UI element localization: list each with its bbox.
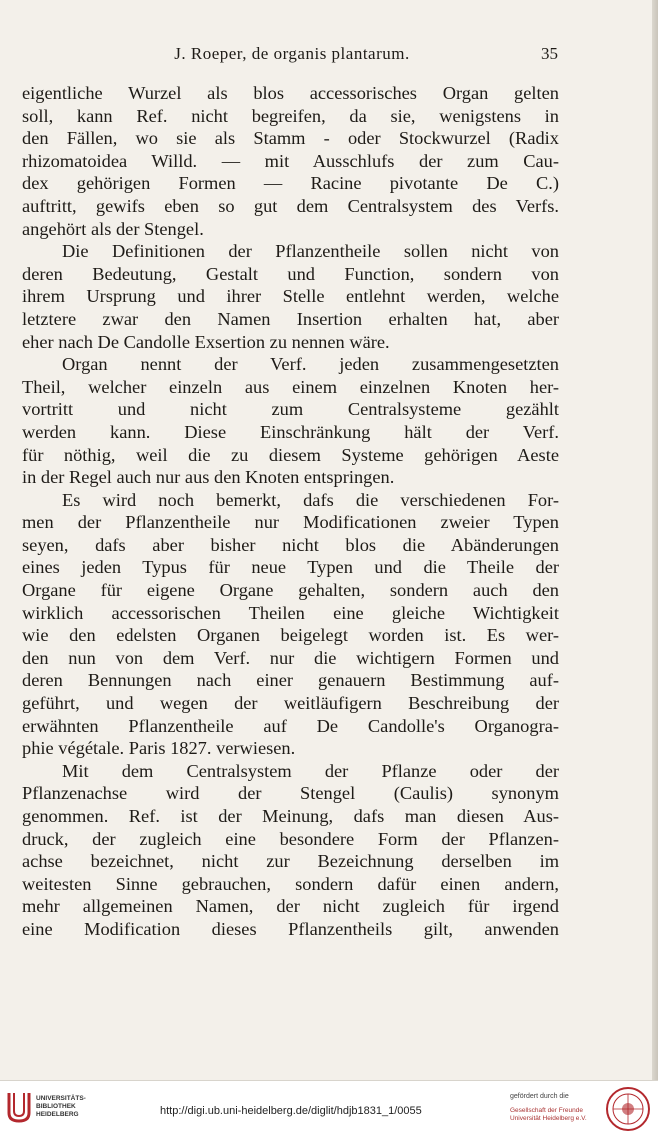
text-line: Die Definitionen der Pflanzentheile sollen nicht von xyxy=(62,241,559,262)
text-line: deren Bedeutung, Gestalt und Function, sondern von xyxy=(22,263,559,284)
text-line: erwähnten Pflanzentheile auf De Candolle's Organogra- xyxy=(22,715,559,736)
text-line: Organ nennt der Verf. jeden zusammengesetzten xyxy=(62,354,559,375)
text-line: dex gehörigen Formen — Racine pivotante De C.) xyxy=(22,173,559,194)
text-line: druck, der zugleich eine besondere Form der Pflanzen- xyxy=(22,828,559,849)
text-line: Mit dem Centralsystem der Pflanze oder der xyxy=(62,760,559,781)
text-line: weitesten Sinne gebrauchen, sondern dafür einen andern, xyxy=(22,873,559,894)
text-line: rhizomatoidea Willd. — mit Ausschlufs der zum Cau- xyxy=(22,150,559,171)
text-line: eines jeden Typus für neue Typen und die Theile der xyxy=(22,557,559,578)
text-line: für nöthig, weil die zu diesem Systeme gehörigen Aeste xyxy=(22,444,559,465)
text-line: in der Regel auch nur aus den Knoten entspringen. xyxy=(22,467,395,488)
text-line: letztere zwar den Namen Insertion erhalten hat, aber xyxy=(22,308,559,329)
university-library-logo-icon xyxy=(6,1091,32,1123)
text-line: mehr allgemeinen Namen, der nicht zugleich für irgend xyxy=(22,896,559,917)
text-line: wie den edelsten Organen beigelegt worden ist. Es wer- xyxy=(22,625,559,646)
body-text xyxy=(22,82,559,941)
text-line: den Fällen, wo sie als Stamm - oder Stockwurzel (Radix xyxy=(22,128,559,149)
sponsor-prefix: gefördert durch die xyxy=(510,1093,569,1100)
permalink-url[interactable]: http://digi.ub.uni-heidelberg.de/diglit/hdjb1831_1/0055 xyxy=(160,1105,422,1117)
text-line: soll, kann Ref. nicht begreifen, da sie, wenigstens in xyxy=(22,105,559,126)
text-line: Organe für eigene Organe gehalten, sondern auch den xyxy=(22,580,559,601)
text-line: Theil, welcher einzeln aus einem einzelnen Knoten her- xyxy=(22,376,559,397)
viewer-footer xyxy=(0,1080,658,1136)
page-edge xyxy=(652,0,658,1080)
text-line: eine Modification dieses Pflanzentheils gilt, anwenden xyxy=(22,918,559,939)
text-line: genommen. Ref. ist der Meinung, dafs man diesen Aus- xyxy=(22,806,559,826)
text-line: eher nach De Candolle Exsertion zu nennen wäre. xyxy=(22,331,390,352)
text-line: vortritt und nicht zum Centralsysteme gezählt xyxy=(22,399,559,420)
society-seal-icon xyxy=(604,1085,652,1133)
text-line: werden kann. Diese Einschränkung hält der Verf. xyxy=(22,421,559,442)
text-line: den nun von dem Verf. nur die wichtigern Formen und xyxy=(22,647,559,668)
running-title: J. Roeper, de organis plantarum. xyxy=(174,44,410,63)
library-name: UNIVERSITÄTS- BIBLIOTHEK HEIDELBERG xyxy=(36,1095,86,1118)
text-line: achse bezeichnet, nicht zur Bezeichnung derselben im xyxy=(22,851,559,872)
text-line: angehört als der Stengel. xyxy=(22,218,204,239)
text-line: Es wird noch bemerkt, dafs die verschiedenen For- xyxy=(62,489,559,510)
text-line: seyen, dafs aber bisher nicht blos die Abänderungen xyxy=(22,534,559,555)
text-line: wirklich accessorischen Theilen eine gleiche Wichtigkeit xyxy=(22,602,559,623)
text-line: eigentliche Wurzel als blos accessorisches Organ gelten xyxy=(22,83,559,103)
page-number: 35 xyxy=(541,44,558,63)
text-line: ihrem Ursprung und ihrer Stelle entlehnt werden, welche xyxy=(22,286,559,307)
sponsor-name: Gesellschaft der Freunde Universität Heidelberg e.V. xyxy=(510,1107,587,1122)
text-line: geführt, und wegen der weitläufigern Beschreibung der xyxy=(22,693,559,714)
text-line: phie végétale. Paris 1827. verwiesen. xyxy=(22,738,296,759)
text-line: men der Pflanzentheile nur Modificationen zweier Typen xyxy=(22,512,559,533)
text-line: Pflanzenachse wird der Stengel (Caulis) synonym xyxy=(22,783,559,804)
text-line: auftritt, gewifs eben so gut dem Centralsystem des Verfs. xyxy=(22,195,559,216)
text-line: deren Bennungen nach einer genauern Bestimmung auf- xyxy=(22,670,559,691)
